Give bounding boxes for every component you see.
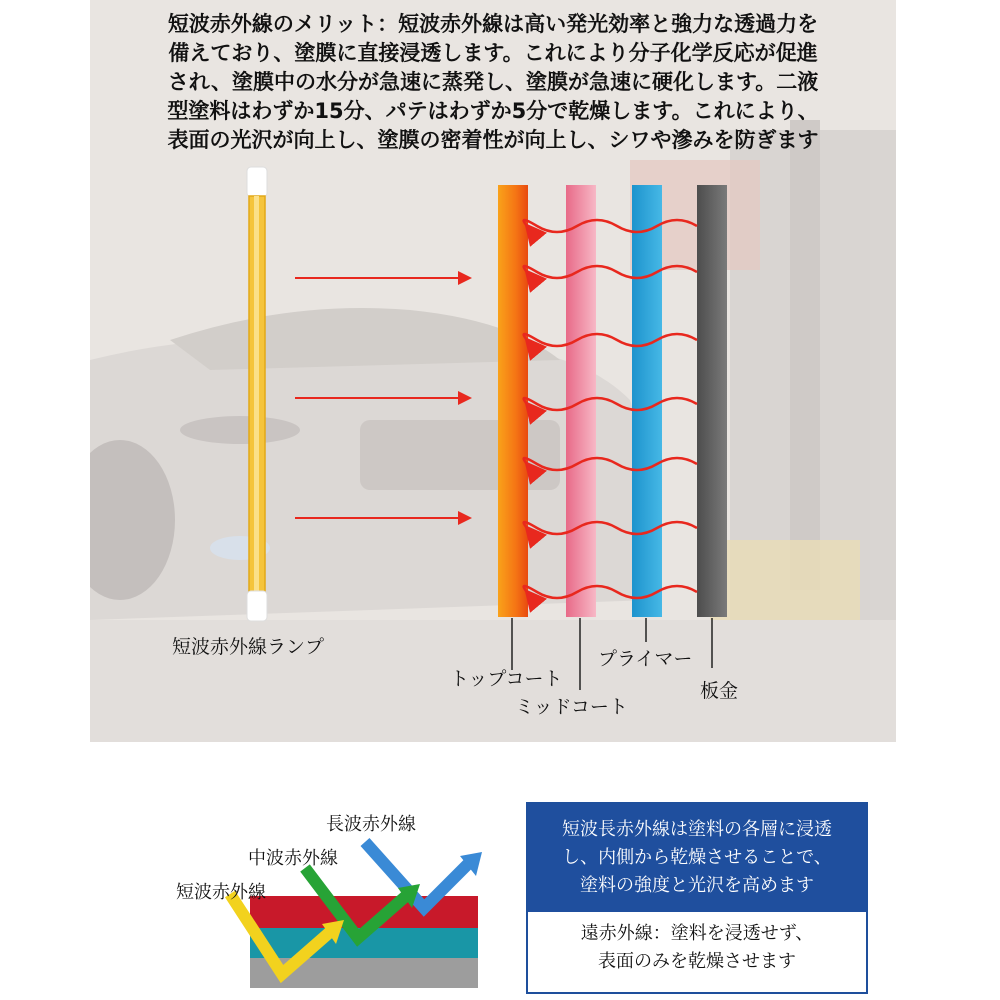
paint-layer-red <box>250 896 478 928</box>
info-box <box>526 802 868 994</box>
primer-layer <box>632 185 662 617</box>
short-wave-label: 短波赤外線 <box>176 882 266 903</box>
medium-wave-label: 中波赤外線 <box>248 848 338 869</box>
topcoat-label: トップコート <box>450 668 563 690</box>
info-head-line: 塗料の強度と光沢を高めます <box>580 875 814 896</box>
info-box-body <box>528 920 866 976</box>
headline-line: 表面の光沢が向上し、塗膜の密着性が向上し、シワや滲みを防ぎます <box>167 128 819 152</box>
metal-label: 板金 <box>700 680 739 702</box>
midcoat-label: ミッドコート <box>515 696 628 718</box>
info-head-line: 短波長赤外線は塗料の各層に浸透 <box>562 819 832 840</box>
wavelength-comparison <box>160 790 520 1000</box>
ir-emission-arrows <box>295 278 470 518</box>
info-box-header <box>528 804 866 912</box>
headline-line: され、塗膜中の水分が急速に蒸発し、塗膜が急速に硬化します。二液 <box>167 70 819 94</box>
ir-reflection-waves <box>524 220 697 598</box>
lamp-label: 短波赤外線ランプ <box>172 636 325 658</box>
infrared-lamp <box>247 167 267 621</box>
headline-line: 型塗料はわずか15分、パテはわずか5分で乾燥します。これにより、 <box>167 99 819 123</box>
metal-sheet-layer <box>697 185 727 617</box>
primer-label: プライマー <box>598 648 693 670</box>
info-head-line: し、内側から乾燥させることで、 <box>562 847 832 868</box>
info-body-line: 遠赤外線：塗料を浸透せず、 <box>580 923 814 944</box>
headline-line: 短波赤外線のメリット：短波赤外線は高い発光効率と強力な透過力を <box>167 12 819 36</box>
headline-line: 備えており、塗膜に直接浸透します。これにより分子化学反応が促進 <box>168 41 818 65</box>
long-wave-label: 長波赤外線 <box>326 814 416 835</box>
info-body-line: 表面のみを乾燥させます <box>598 951 796 972</box>
